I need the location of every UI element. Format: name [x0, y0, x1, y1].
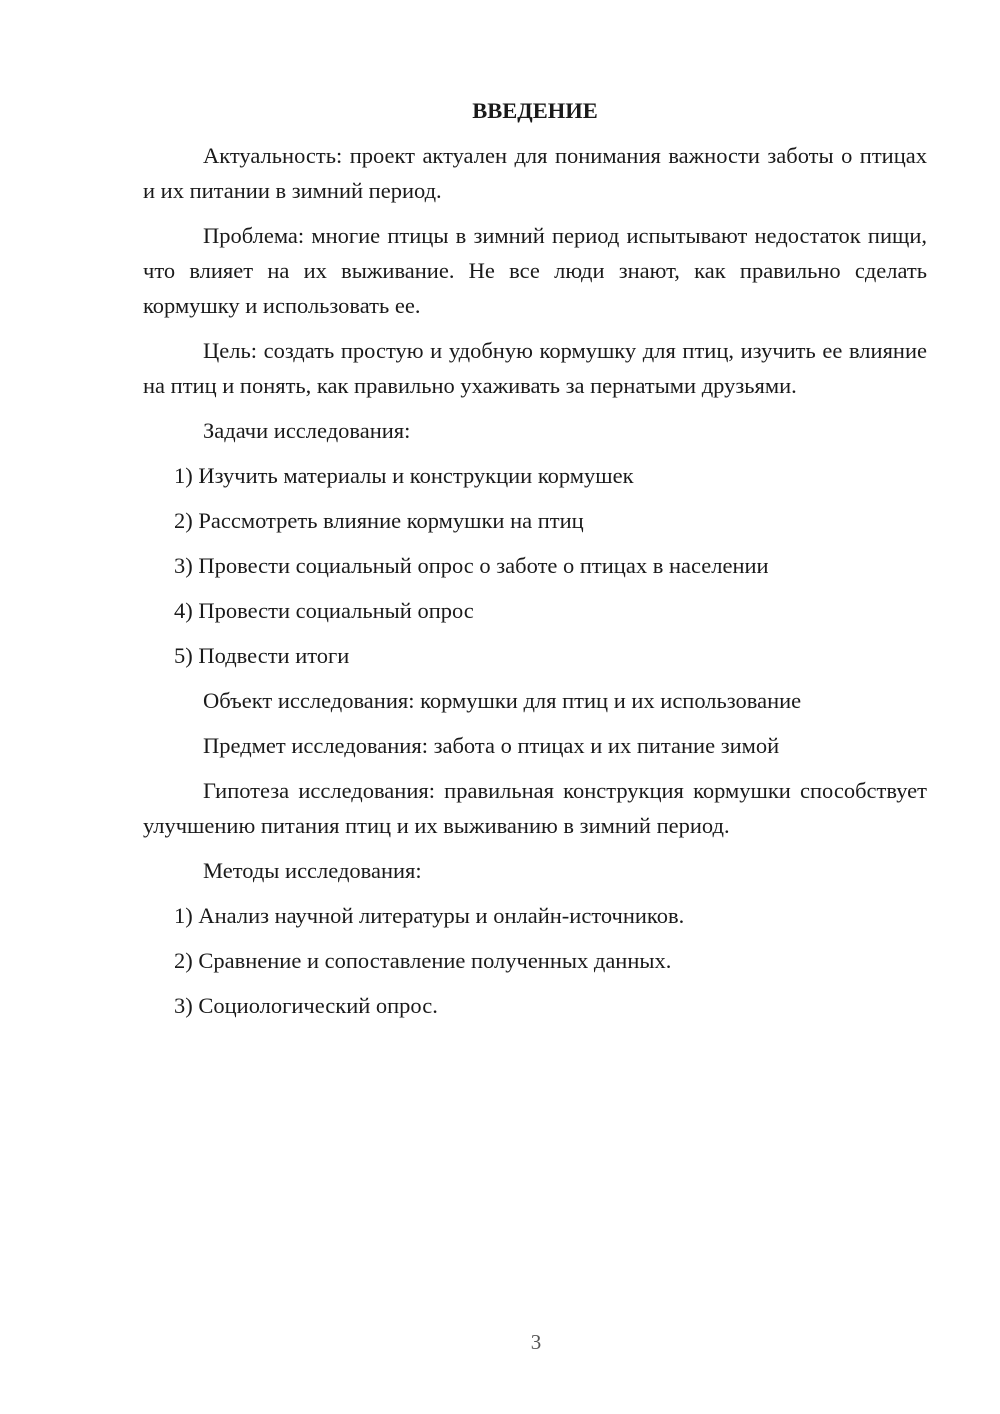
- hypothesis-paragraph: Гипотеза исследования: правильная конструкция кормушки способствует улучшению питания птиц и их выживанию в зимний период.: [143, 778, 927, 838]
- task-item: 4) Провести социальный опрос: [174, 598, 474, 623]
- section-heading: ВВЕДЕНИЕ: [472, 98, 598, 123]
- tasks-title: Задачи исследования:: [203, 418, 411, 443]
- task-item: 3) Провести социальный опрос о заботе о птицах в населении: [174, 553, 769, 578]
- problem-paragraph: Проблема: многие птицы в зимний период испытывают недостаток пищи, что влияет на их выживание. Не все люди знают, как правильно сделать кормушку и использовать ее.: [143, 223, 927, 318]
- page-number: 3: [530, 1330, 542, 1354]
- method-item: 2) Сравнение и сопоставление полученных данных.: [174, 948, 672, 973]
- method-item: 1) Анализ научной литературы и онлайн-источников.: [174, 903, 685, 928]
- subject-paragraph: Предмет исследования: забота о птицах и их питание зимой: [203, 733, 780, 758]
- task-item: 1) Изучить материалы и конструкции кормушек: [174, 463, 634, 488]
- method-item: 3) Социологический опрос.: [174, 993, 438, 1018]
- task-item: 2) Рассмотреть влияние кормушки на птиц: [174, 508, 584, 533]
- goal-paragraph: Цель: создать простую и удобную кормушку для птиц, изучить ее влияние на птиц и понять, как правильно ухаживать за пернатыми друзьями.: [143, 338, 927, 398]
- document-body: [143, 94, 927, 1033]
- task-item: 5) Подвести итоги: [174, 643, 350, 668]
- relevance-paragraph: Актуальность: проект актуален для понимания важности заботы о птицах и их питании в зимний период.: [143, 143, 927, 203]
- methods-title: Методы исследования:: [203, 858, 422, 883]
- object-paragraph: Объект исследования: кормушки для птиц и их использование: [203, 688, 802, 713]
